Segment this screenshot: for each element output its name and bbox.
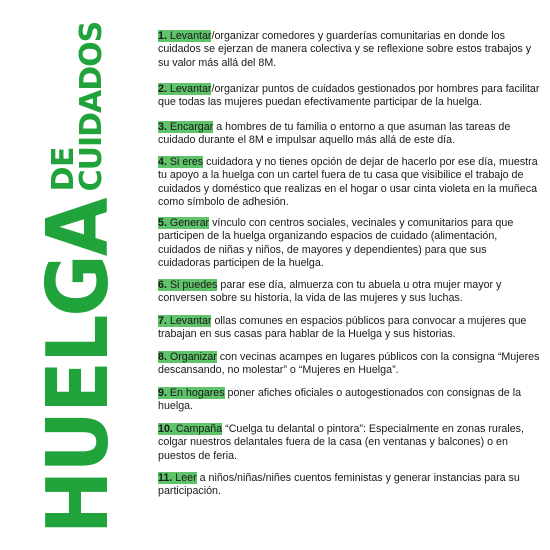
list-item <box>158 83 540 110</box>
item-highlight: En hogares <box>166 387 225 399</box>
item-text: parar ese día, almuerza con tu abuela u otra mujer mayor y conversen sobre su historia, la vida de las mujeres y sus luchas. <box>158 279 502 305</box>
item-highlight: Leer <box>172 472 197 484</box>
item-number: 3. <box>158 121 167 133</box>
list-item <box>158 156 540 210</box>
title-sub: CUIDADOS <box>74 21 109 191</box>
list-item <box>158 121 540 148</box>
item-text: vínculo con centros sociales, vecinales y comunitarios para que participen de la huelga organizando espacios de cuidado (alimentación, cuidados de niñas y niños, de mayores y dependientes) para que sus cuidadoras participen de la huelga. <box>158 217 514 270</box>
item-text: cuidadora y no tienes opción de dejar de hacerlo por ese día, muestra tu apoyo a la huelga con un cartel fuera de tu casa que visibilice el trabajo de cuidados y doméstico que realizas en el hogar o usar cinta violeta en la muñeca como símbolo de adhesión. <box>158 156 538 209</box>
item-number: 5. <box>158 217 167 229</box>
item-number: 9. <box>158 387 167 399</box>
item-number: 11. <box>158 472 173 484</box>
list-item <box>158 315 540 342</box>
title-subtitle-stack <box>45 21 109 191</box>
item-text: con vecinas acampes en lugares públicos con la consigna “Mujeres descansando, no molestar” o “Mujeres en Huelga”. <box>158 351 540 377</box>
list-item <box>158 423 540 463</box>
item-text: /organizar puntos de cuidados gestionados por hombres para facilitar que todas las mujeres puedan efectivamente participar de la huelga. <box>158 83 540 109</box>
item-highlight: Levantar <box>166 315 212 327</box>
item-highlight: Si eres <box>166 156 204 168</box>
item-highlight: Levantar <box>166 30 212 42</box>
list-item <box>158 279 540 306</box>
item-number: 10. <box>158 423 173 435</box>
item-text: ollas comunes en espacios públicos para convocar a mujeres que trabajan en sus casas para hablar de la Huelga y sus historias. <box>158 315 527 341</box>
poster-title <box>12 21 144 534</box>
item-number: 7. <box>158 315 167 327</box>
item-text: “Cuelga tu delantal o pintora”: Especialmente en zonas rurales, colgar nuestros delantales fuera de la casa (en ventanas y balcones) o en puestos de feria. <box>158 423 524 462</box>
item-number: 1. <box>158 30 167 42</box>
item-number: 4. <box>158 156 167 168</box>
title-de: DE <box>45 146 81 191</box>
item-highlight: Si puedes <box>166 279 218 291</box>
item-number: 6. <box>158 279 167 291</box>
item-highlight: Encargar <box>166 121 214 133</box>
item-highlight: Organizar <box>166 351 217 363</box>
item-number: 8. <box>158 351 167 363</box>
item-highlight: Campaña <box>172 423 223 435</box>
item-number: 2. <box>158 83 167 95</box>
item-highlight: Levantar <box>166 83 212 95</box>
item-text: a niños/niñas/niñes cuentos feministas y generar instancias para su participación. <box>158 472 520 498</box>
list-item <box>158 387 540 414</box>
title-main: HUELGA <box>27 198 128 534</box>
list-item <box>158 351 540 378</box>
item-highlight: Generar <box>166 217 210 229</box>
list-item <box>158 217 540 271</box>
item-text: poner afiches oficiales o autogestionados con consignas de la huelga. <box>158 387 522 413</box>
list-item <box>158 472 540 499</box>
list-item <box>158 30 540 70</box>
item-text: a hombres de tu familia o entorno a que asuman las tareas de cuidado durante el 8M e impulsar aquello más allá de este día. <box>158 121 511 147</box>
item-text: /organizar comedores y guarderías comunitarias en donde los cuidados se ejerzan de manera colectiva y se reflexione sobre estos trabajos y su valor más allá del 8M. <box>158 30 532 69</box>
